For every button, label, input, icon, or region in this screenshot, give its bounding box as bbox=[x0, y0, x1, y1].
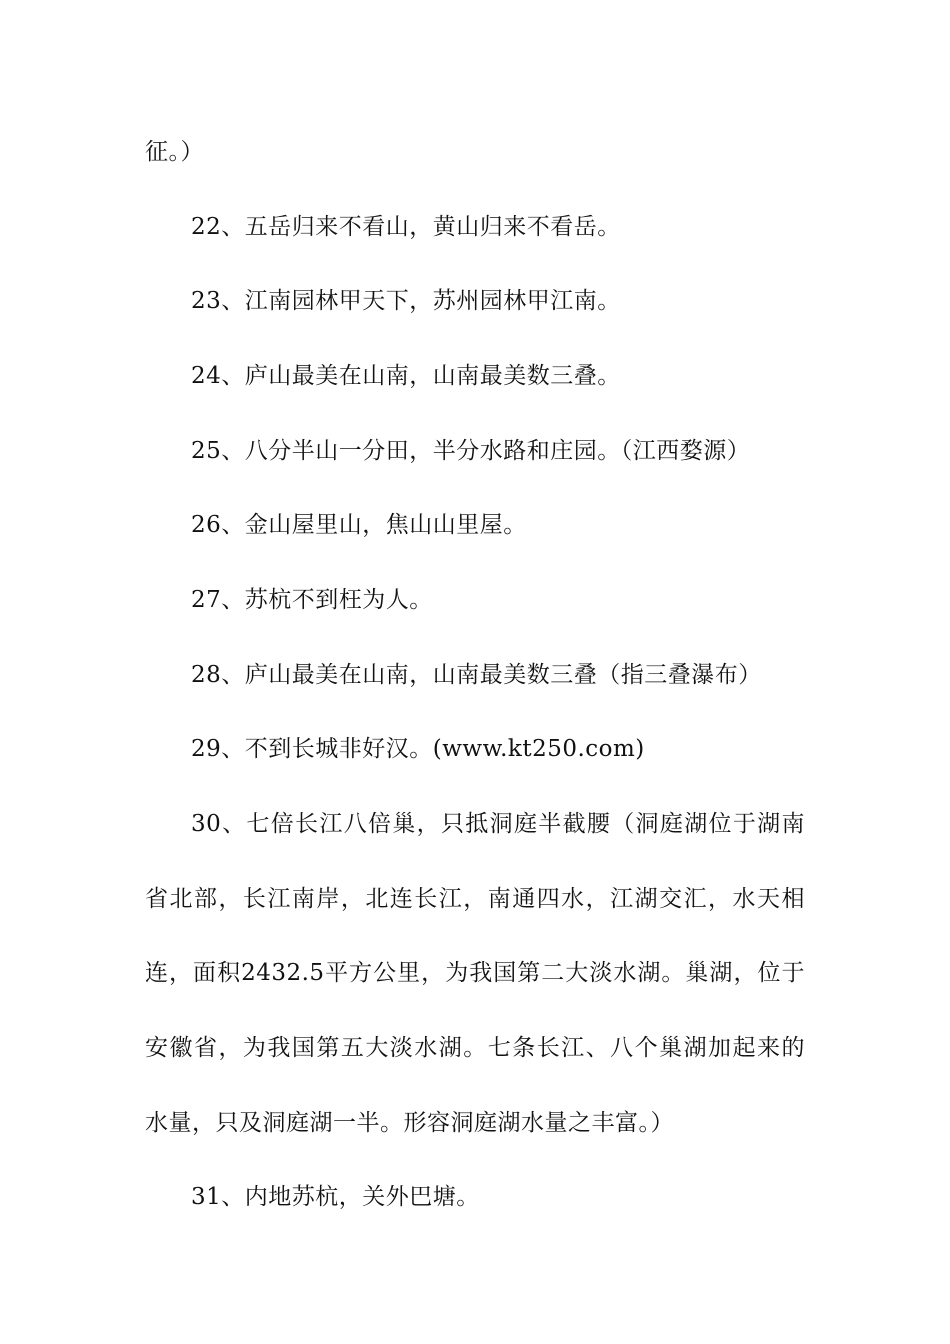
saying-27: 27、苏杭不到枉为人。 bbox=[191, 587, 433, 613]
saying-25: 25、八分半山一分田，半分水路和庄园。（江西婺源） bbox=[191, 438, 751, 464]
saying-29: 29、不到长城非好汉。(www.kt250.com) bbox=[191, 736, 645, 762]
saying-26: 26、金山屋里山，焦山山里屋。 bbox=[191, 512, 527, 538]
text-line-continuation: 征。） bbox=[145, 139, 204, 165]
saying-31: 31、内地苏杭，关外巴塘。 bbox=[191, 1184, 480, 1210]
saying-30-line-2: 省北部，长江南岸，北连长江，南通四水，江湖交汇，水天相 bbox=[145, 886, 805, 912]
saying-30-line-1: 30、七倍长江八倍巢，只抵洞庭半截腰（洞庭湖位于湖南 bbox=[191, 811, 805, 837]
saying-28: 28、庐山最美在山南，山南最美数三叠（指三叠瀑布） bbox=[191, 662, 762, 688]
saying-30-line-5: 水量，只及洞庭湖一半。形容洞庭湖水量之丰富。） bbox=[145, 1110, 674, 1136]
saying-30-line-4: 安徽省，为我国第五大淡水湖。七条长江、八个巢湖加起来的 bbox=[145, 1035, 805, 1061]
saying-30-line-3: 连，面积2432.5平方公里，为我国第二大淡水湖。巢湖，位于 bbox=[145, 960, 805, 986]
saying-24: 24、庐山最美在山南，山南最美数三叠。 bbox=[191, 363, 621, 389]
saying-22: 22、五岳归来不看山，黄山归来不看岳。 bbox=[191, 214, 621, 240]
saying-23: 23、江南园林甲天下，苏州园林甲江南。 bbox=[191, 288, 621, 314]
